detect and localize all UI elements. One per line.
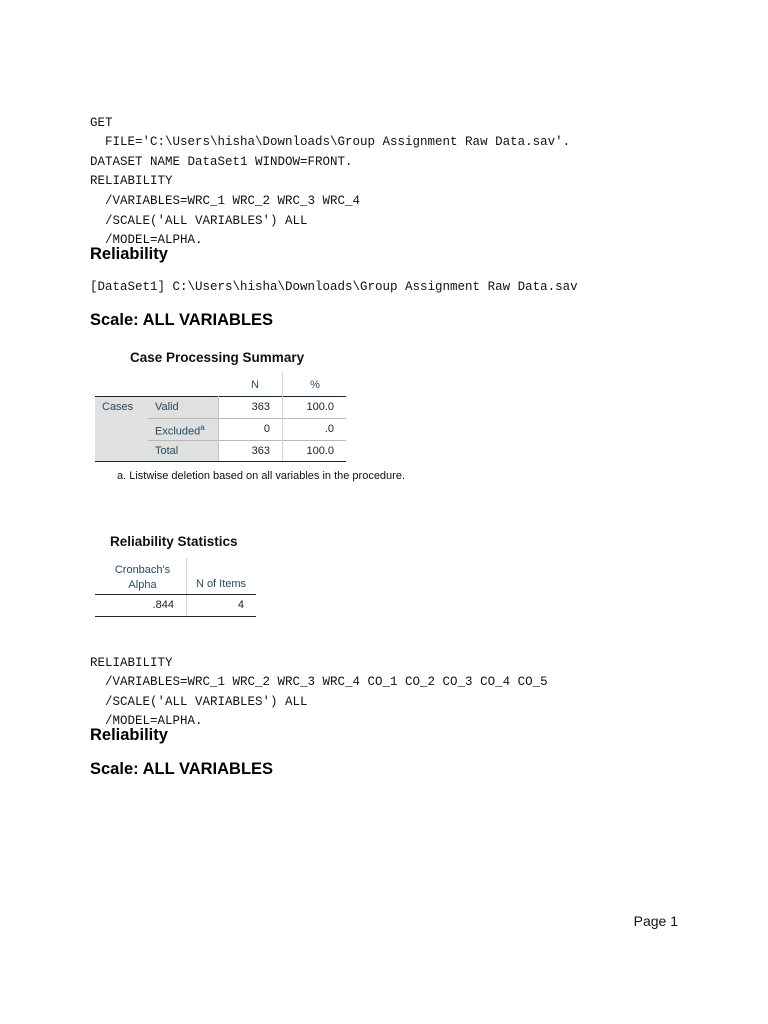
divider [218, 396, 219, 461]
row-label-excluded [155, 423, 205, 438]
alpha-value: .844 [152, 599, 174, 611]
pct-value: .0 [324, 423, 334, 435]
syntax-line: /VARIABLES=WRC_1 WRC_2 WRC_3 WRC_4 CO_1 CO_2 CO_3 CO_4 CO_5 [90, 675, 548, 690]
heading-reliability: Reliability [90, 245, 168, 263]
heading-scale: Scale: ALL VARIABLES [90, 760, 274, 778]
syntax-line: FILE='C:\Users\hisha\Downloads\Group Assignment Raw Data.sav'. [90, 135, 571, 150]
footnote-marker: a [200, 423, 205, 432]
syntax-line: /MODEL=ALPHA. [90, 233, 203, 248]
syntax-line: /SCALE('ALL VARIABLES') ALL [90, 213, 308, 228]
divider [95, 594, 256, 595]
table-footnote: a. Listwise deletion based on all variables in the procedure. [117, 470, 406, 482]
pct-value: 100.0 [306, 445, 334, 457]
heading-reliability: Reliability [90, 726, 168, 744]
dataset-line: [DataSet1] C:\Users\hisha\Downloads\Group Assignment Raw Data.sav [90, 280, 578, 294]
divider [95, 461, 346, 462]
syntax-line: GET [90, 115, 113, 130]
syntax-block-1 [90, 94, 570, 270]
divider [95, 616, 256, 617]
pct-value: 100.0 [306, 401, 334, 413]
page-number: Page 1 [633, 913, 678, 929]
n-value: 363 [251, 445, 270, 457]
divider [148, 418, 346, 419]
table-title: Case Processing Summary [130, 350, 305, 365]
table-title: Reliability Statistics [110, 534, 238, 549]
divider [95, 396, 346, 397]
items-value: 4 [237, 599, 244, 611]
syntax-line: RELIABILITY [90, 174, 173, 189]
group-label-cases: Cases [102, 401, 134, 413]
row-label: Excluded [155, 425, 201, 438]
col-header-n: N [251, 379, 259, 391]
syntax-line: /MODEL=ALPHA. [90, 714, 203, 729]
col-header-n-items: N of Items [195, 578, 247, 590]
syntax-line: RELIABILITY [90, 655, 173, 670]
syntax-line: DATASET NAME DataSet1 WINDOW=FRONT. [90, 154, 353, 169]
divider [282, 372, 283, 396]
n-value: 0 [263, 423, 270, 435]
syntax-line: /SCALE('ALL VARIABLES') ALL [90, 694, 308, 709]
heading-scale: Scale: ALL VARIABLES [90, 311, 274, 329]
col-header-line: Cronbach's [114, 564, 171, 576]
row-label: Valid [155, 401, 179, 413]
divider [148, 440, 346, 441]
n-value: 363 [251, 401, 270, 413]
divider [186, 558, 187, 616]
col-header-cronbach-alpha [100, 563, 185, 593]
col-header-line: Alpha [128, 579, 157, 591]
row-label: Total [155, 445, 179, 457]
syntax-line: /VARIABLES=WRC_1 WRC_2 WRC_3 WRC_4 [90, 193, 361, 208]
divider [282, 396, 283, 461]
col-header-pct: % [310, 379, 320, 391]
